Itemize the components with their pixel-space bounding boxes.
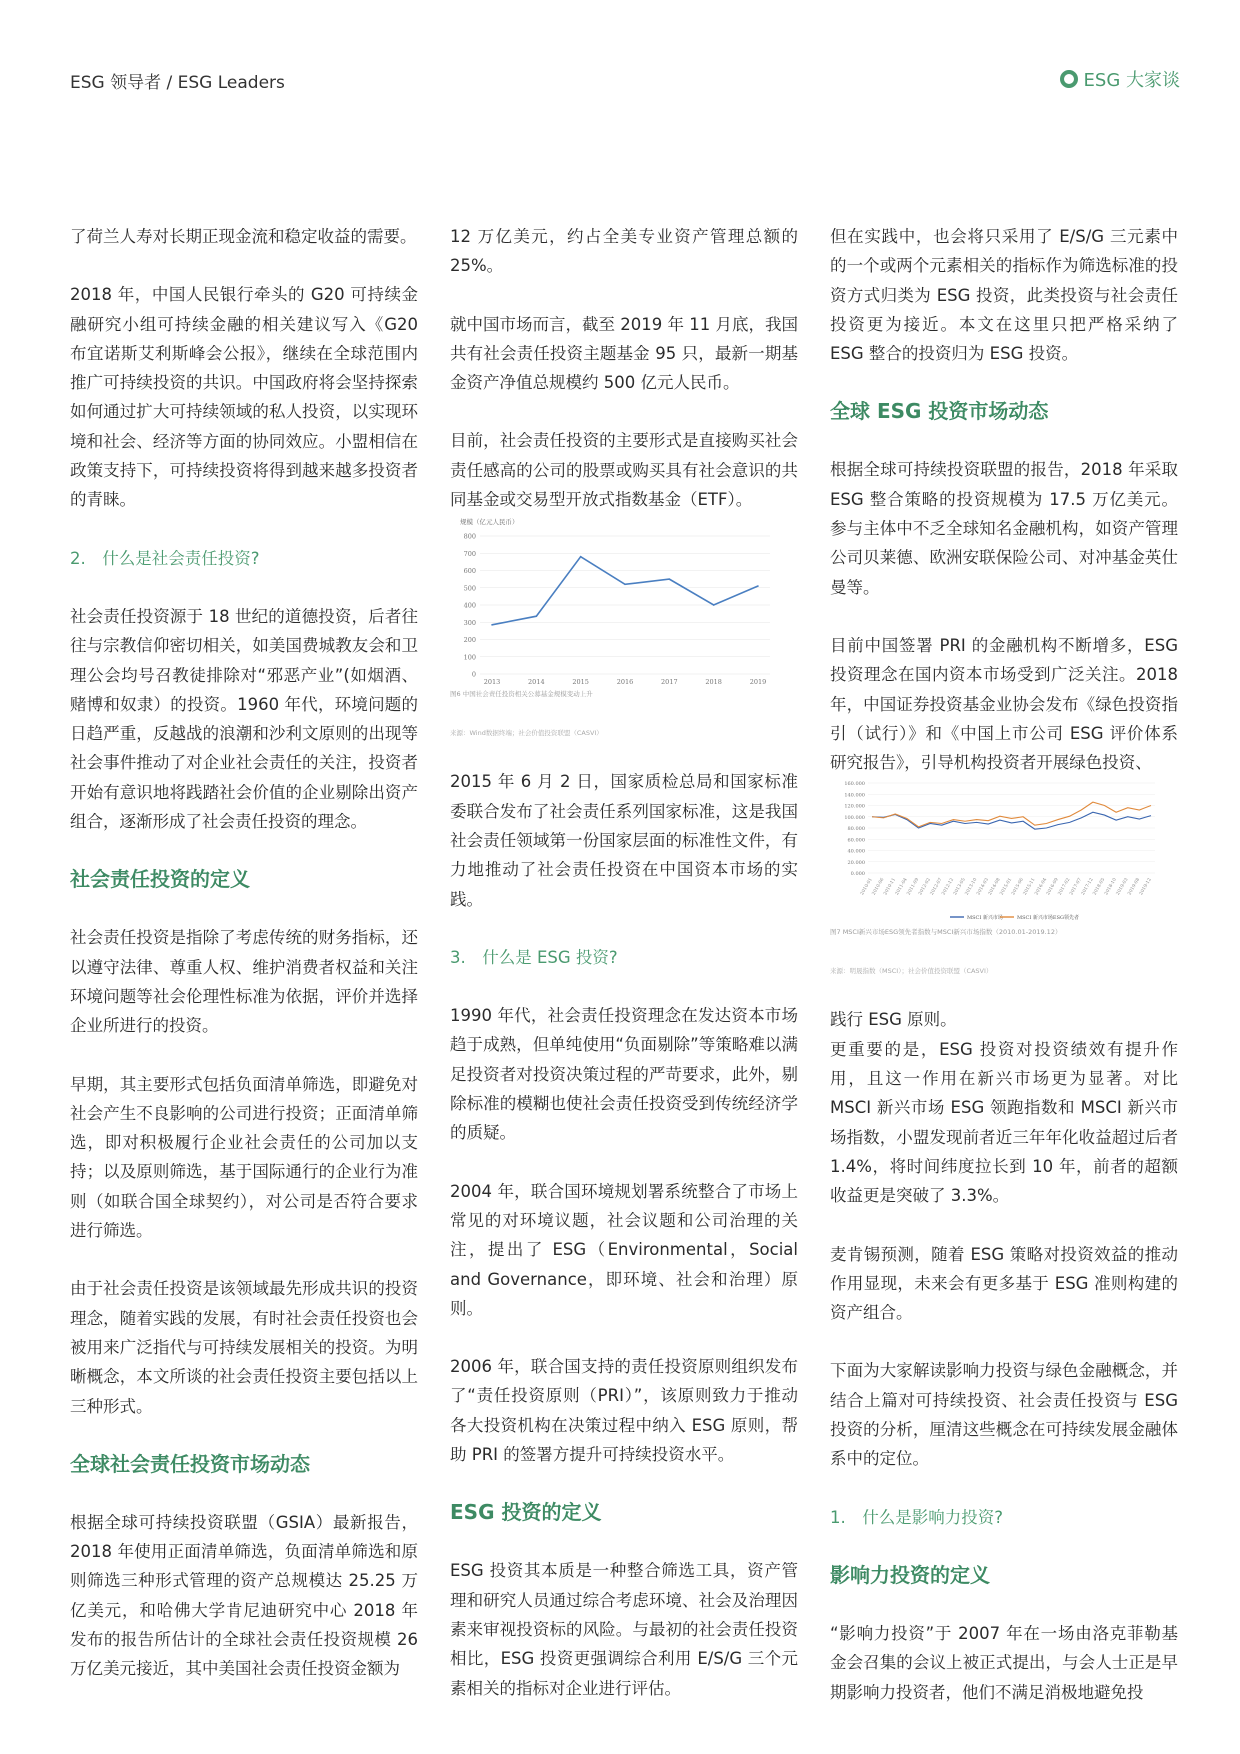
section-heading-esg-definition: ESG 投资的定义 <box>450 1500 602 1525</box>
y-tick-label: 0.000 <box>850 871 865 878</box>
data-point <box>536 616 538 618</box>
paragraph: 践行 ESG 原则。 <box>830 1010 957 1030</box>
column-middle <box>450 222 798 1732</box>
paragraph: 2018 年，中国人民银行牵头的 G20 可持续金融研究小组可持续金融的相关建议写入《G20 布宜诺斯艾利斯峰会公报》，继续在全球范围内推广可持续投资的共识。中国政府将会坚持探索如何通过扩大可持续领域的私人投资，以实现环境和社会、经济等方面的协同效应。小盟相信在政策支持下，可持续投资将得到越来越多投资者的青睐。 <box>70 285 418 510</box>
x-tick-label: 2010-11 <box>883 877 897 897</box>
y-tick-label: 300 <box>463 619 476 628</box>
y-tick-label: 500 <box>463 584 476 593</box>
y-tick-label: 100 <box>463 653 476 662</box>
y-tick-label: 80.000 <box>847 826 865 833</box>
paragraph: 12 万亿美元，约占全美专业资产管理总额的 25%。 <box>450 227 798 276</box>
subheading-what-is-esg: 3. 什么是 ESG 投资? <box>450 947 618 967</box>
series-line-0 <box>872 813 1151 830</box>
x-tick-label: 2015 <box>572 678 589 687</box>
x-tick-label: 2010-01 <box>860 877 874 897</box>
section-heading-impact-definition: 影响力投资的定义 <box>830 1562 990 1587</box>
x-tick-label: 2019-08 <box>1127 877 1142 897</box>
chart-source: 来源：Wind数据终端；社会价值投资联盟（CASVI） <box>450 729 603 738</box>
y-tick-label: 400 <box>463 601 476 610</box>
line-chart-msci-em-esg <box>830 777 1160 927</box>
x-tick-label: 2017-07 <box>1069 877 1083 897</box>
paragraph: 更重要的是，ESG 投资对投资绩效有提升作用，且这一作用在新兴市场更为显著。对比 MSCI 新兴市场 ESG 领跑指数和 MSCI 新兴市场指数，小盟发现前者近三年年化收益超过后者 1.4%，将时间纬度拉长到 10 年，前者的超额收益更是突破了 3.3%。 <box>830 1039 1178 1206</box>
column-left <box>70 222 418 1713</box>
paragraph: 根据全球可持续投资联盟的报告，2018 年采取 ESG 整合策略的投资规模为 17.5 万亿美元。参与主体中不乏全球知名金融机构，如资产管理公司贝莱德、欧洲安联保险公司、对冲基金英仕曼等。 <box>830 460 1178 597</box>
series-line <box>492 557 758 625</box>
section-heading-sri-definition: 社会责任投资的定义 <box>70 867 250 892</box>
header-brand <box>1060 66 1180 92</box>
chart-caption: 图7 MSCI新兴市场ESG领先者指数与MSCI新兴市场指数（2010.01-2019.12） <box>830 928 1062 937</box>
paragraph: 2004 年，联合国环境规划署系统整合了市场上常见的对环境议题，社会议题和公司治理的关注，提出了 ESG（Environmental，Social and Governance，即环境、社会和治理）原则。 <box>450 1181 798 1318</box>
x-tick-label: 2014-03 <box>976 877 990 897</box>
paragraph: 早期，其主要形式包括负面清单筛选，即避免对社会产生不良影响的公司进行投资；正面清单筛选，即对积极履行企业社会责任的公司加以支持；以及原则筛选，基于国际通行的企业行为准则（如联合国全球契约），对公司是否符合要求进行筛选。 <box>70 1074 418 1241</box>
data-point <box>713 605 715 607</box>
y-tick-label: 200 <box>463 636 476 645</box>
x-tick-label: 2011-04 <box>894 877 909 897</box>
data-point <box>669 579 671 581</box>
x-tick-label: 2014-08 <box>987 877 1002 897</box>
data-point <box>757 586 759 588</box>
data-point <box>580 556 582 558</box>
x-tick-label: 2017-12 <box>1080 877 1095 897</box>
paragraph: ESG 投资其本质是一种整合筛选工具，资产管理和研究人员通过综合考虑环境、社会及治理因素来审视投资标的风险。与最初的社会责任投资相比，ESG 投资更强调综合利用 E/S/G 三个元素相关的指标对企业进行评估。 <box>450 1561 798 1698</box>
line-chart-china-sri-funds <box>450 514 780 689</box>
paragraph: 2006 年，联合国支持的责任投资原则组织发布了“责任投资原则（PRI）”，该原则致力于推动各大投资机构在决策过程中纳入 ESG 原则，帮助 PRI 的签署方提升可持续投资水平。 <box>450 1357 798 1465</box>
x-tick-label: 2012-02 <box>918 877 932 897</box>
paragraph: 由于社会责任投资是该领域最先形成共识的投资理念，随着实践的发展，有时社会责任投资也会被用来广泛指代与可持续发展相关的投资。为明晰概念，本文所谈的社会责任投资主要包括以上三种形式。 <box>70 1279 418 1416</box>
x-tick-label: 2017-02 <box>1057 877 1072 897</box>
x-tick-label: 2015-06 <box>1011 877 1025 897</box>
chart-caption: 图6 中国社会责任投资相关公募基金规模变动上升 <box>450 690 593 699</box>
paragraph: 了荷兰人寿对长期正现金流和稳定收益的需要。 <box>70 227 417 246</box>
legend-label: MSCI 新兴市场 <box>967 915 1003 922</box>
section-heading-global-esg-market: 全球 ESG 投资市场动态 <box>830 399 1049 424</box>
paragraph: 社会责任投资源于 18 世纪的道德投资，后者往往与宗教信仰密切相关，如美国费城教友会和卫理公会均号召教徒排除对“邪恶产业”(如烟酒、赌博和奴隶）的投资。1960 年代，环境问题的日趋严重，反越战的浪潮和沙利文原则的出现等社会事件推动了对企业社会责任的关注，投资者开始有意识地将践踏社会价值的企业剔除出资产组合，逐渐形成了社会责任投资的理念。 <box>70 606 418 832</box>
paragraph: 目前中国签署 PRI 的金融机构不断增多，ESG 投资理念在国内资本市场受到广泛关注。2018 年，中国证券投资基金业协会发布《绿色投资指引（试行）》和《中国上市公司 ESG 评价体系研究报告》，引导机构投资者开展绿色投资、 <box>830 635 1178 773</box>
header-brand-label: ESG 大家谈 <box>1083 70 1180 91</box>
x-tick-label: 2013 <box>483 678 501 687</box>
x-tick-label: 2012-07 <box>929 877 944 897</box>
chart-figure-6 <box>450 514 798 738</box>
legend-label: MSCI 新兴市场ESG领先者 <box>1017 915 1080 922</box>
section-heading-global-sri-market: 全球社会责任投资市场动态 <box>70 1451 310 1476</box>
x-tick-label: 2015-01 <box>999 877 1014 897</box>
y-tick-label: 120.000 <box>844 803 865 810</box>
y-tick-label: 160.000 <box>844 781 865 788</box>
y-tick-label: 60.000 <box>847 837 865 844</box>
y-tick-label: 140.000 <box>844 792 865 799</box>
y-tick-label: 800 <box>463 532 476 541</box>
x-tick-label: 2018-05 <box>1092 877 1107 897</box>
x-tick-label: 2019 <box>749 678 767 687</box>
chart-source: 来源：明晟指数（MSCI）；社会价值投资联盟（CASVI） <box>830 967 993 976</box>
x-tick-label: 2019-03 <box>1115 877 1130 897</box>
x-tick-label: 2014 <box>528 678 545 687</box>
paragraph: 麦肯锡预测，随着 ESG 策略对投资效益的推动作用显现，未来会有更多基于 ESG 准则构建的资产组合。 <box>830 1244 1178 1323</box>
x-tick-label: 2016-09 <box>1046 877 1060 897</box>
paragraph: 但在实践中，也会将只采用了 E/S/G 三元素中的一个或两个元素相关的指标作为筛选标准的投资方式归类为 ESG 投资，此类投资与社会责任投资更为接近。本文在这里只把严格采纳了 ESG 整合的投资归为 ESG 投资。 <box>830 227 1178 364</box>
x-tick-label: 2012-12 <box>941 877 956 897</box>
x-tick-label: 2010-06 <box>871 877 886 897</box>
y-tick-label: 20.000 <box>847 860 865 867</box>
chart-figure-7 <box>830 777 1178 976</box>
paragraph: 1990 年代，社会责任投资理念在发达资本市场趋于成熟，但单纯使用“负面剔除”等策略难以满足投资者对投资决策过程的严苛要求，此外，剔除标准的模糊也使社会责任投资受到传统经济学的质疑。 <box>450 1006 798 1143</box>
x-tick-label: 2013-10 <box>964 877 979 897</box>
column-right <box>830 222 1178 1736</box>
paragraph: 2015 年 6 月 2 日，国家质检总局和国家标准委联合发布了社会责任系列国家标准，这是我国社会责任领域第一份国家层面的标准性文件，有力地推动了社会责任投资在中国资本市场的实践。 <box>450 772 798 909</box>
data-point <box>624 584 626 586</box>
x-tick-label: 2017 <box>661 678 678 687</box>
x-tick-label: 2013-05 <box>953 877 967 897</box>
y-tick-label: 40.000 <box>847 848 865 855</box>
paragraph: “影响力投资”于 2007 年在一场由洛克菲勒基金会召集的会议上被正式提出，与会人士正是早期影响力投资者，他们不满足消极地避免投 <box>830 1623 1178 1702</box>
subheading-what-is-sri: 2. 什么是社会责任投资? <box>70 548 260 568</box>
x-tick-label: 2018-10 <box>1104 877 1118 897</box>
paragraph: 就中国市场而言，截至 2019 年 11 月底，我国共有社会责任投资主题基金 95 只，最新一期基金资产净值总规模约 500 亿元人民币。 <box>450 314 798 393</box>
paragraph: 根据全球可持续投资联盟（GSIA）最新报告，2018 年使用正面清单筛选，负面清单筛选和原则筛选三种形式管理的资产总规模达 25.25 万亿美元，和哈佛大学肯尼迪研究中心 2018 年发布的报告所估计的全球社会责任投资规模 26 万亿美元接近，其中美国社会责任投资金额为 <box>70 1512 418 1679</box>
header-section-title: ESG 领导者 / ESG Leaders <box>70 73 285 93</box>
y-tick-label: 700 <box>463 550 476 559</box>
x-tick-label: 2011-09 <box>906 877 921 897</box>
x-tick-label: 2015-11 <box>1022 877 1037 897</box>
paragraph: 目前，社会责任投资的主要形式是直接购买社会责任感高的公司的股票或购买具有社会意识的共同基金或交易型开放式指数基金（ETF）。 <box>450 431 798 510</box>
x-tick-label: 2016-04 <box>1034 877 1049 897</box>
y-tick-label: 0 <box>471 670 476 679</box>
x-tick-label: 2018 <box>705 678 722 687</box>
chart-title: 规模（亿元人民币） <box>460 518 519 527</box>
x-tick-label: 2016 <box>616 678 634 687</box>
x-tick-label: 2019-12 <box>1139 877 1153 897</box>
paragraph: 下面为大家解读影响力投资与绿色金融概念，并结合上篇对可持续投资、社会责任投资与 ESG 投资的分析，厘清这些概念在可持续发展金融体系中的定位。 <box>830 1361 1178 1469</box>
subheading-what-is-impact-investing: 1. 什么是影响力投资? <box>830 1507 1004 1527</box>
paragraph: 社会责任投资是指除了考虑传统的财务指标，还以遵守法律、尊重人权、维护消费者权益和关注环境问题等社会伦理性标准为依据，评价并选择企业所进行的投资。 <box>70 928 418 1036</box>
y-tick-label: 100.000 <box>844 815 865 822</box>
brand-ring-icon <box>1060 70 1078 88</box>
data-point <box>491 624 493 626</box>
y-tick-label: 600 <box>463 567 476 576</box>
